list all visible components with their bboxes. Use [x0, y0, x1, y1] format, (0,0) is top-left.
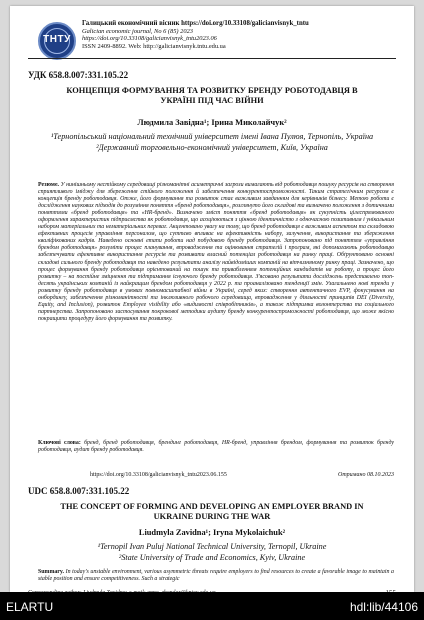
- tntu-logo: [38, 22, 76, 60]
- abstract-label: Резюме.: [38, 182, 60, 188]
- repository-bar: [0, 592, 424, 620]
- logo-text: ТНТУ: [43, 34, 71, 45]
- repository-name: ELARTU: [6, 600, 54, 614]
- affiliation-2-eng: ²State University of Trade and Economics, Kyiv, Ukraine: [118, 552, 306, 562]
- title-ukr: КОНЦЕПЦІЯ ФОРМУВАННЯ ТА РОЗВИТКУ БРЕНДУ РОБОТОДАВЦЯ В УКРАЇНІ ПІД ЧАС ВІЙНИ: [66, 86, 358, 105]
- received-date: Отримано 08.10.2023: [338, 472, 394, 478]
- summary-eng: [38, 569, 394, 583]
- summary-text: In today's unstable environment, various asymmetric threats require employers to find resources to create a favorable image to maintain a stable position and ensure competitiveness. Such a strategic: [38, 569, 394, 583]
- header-line-1: Галицький економічний вісник https://doi.org/10.33108/galicianvisnyk_tntu: [82, 20, 309, 27]
- journal-header: [82, 20, 392, 50]
- affiliation-2-ukr: ²Державний торговельно-економічний університет, Київ, Україна: [96, 142, 328, 152]
- doi-link[interactable]: https://doi.org/10.33108/galicianvisnyk_tntu2023.06.155: [90, 472, 227, 478]
- udc-ukr: УДК 658.8.007:331.105.22: [28, 70, 129, 80]
- authors-ukr: Людмила Завідна¹; Ірина Миколайчук²: [137, 118, 287, 127]
- keywords-text: бренд, бренд роботодавця, брендинг роботодавця, HR-бренд, управління брендом, формування та розвиток бренду роботодавця, аудит бренду роботодавця.: [38, 440, 394, 454]
- keywords-label: Ключові слова:: [38, 440, 81, 446]
- summary-label: Summary.: [38, 569, 65, 575]
- authors-eng: Liudmyla Zavidna¹; Iryna Mykolaichuk²: [138, 528, 286, 537]
- keywords-ukr: [38, 440, 394, 454]
- title-eng: THE CONCEPT OF FORMING AND DEVELOPING AN EMPLOYER BRAND IN UKRAINE DURING THE WAR: [60, 502, 364, 521]
- abstract-text: У нинішньому нестійкому середовищі різноманітні асиметричні загрози вимагають від роботодавця пошуку ресурсів на створення сприятливого іміджу для збереження стійкого положення й забезпечення конкурентоспроможності. Таким стратегічним ресурсом є концепція бренду роботодавця. Отже, його формування та розвиток стає важливим завданням для керівників бізнесу. Метою роботи є дослідження наукових підходів до розуміння поняття «бренд роботодавця», розглянуто його складові та визначено положення з дотичними поняттями «бренд роботодавця» та «HR-бренд». Визначено зміст поняття «бренд роботодавця» як сукупність цілеспрямованого оформлення характеристик підприємства як роботодавця, що асоціюються з цінною ідентичністю з одночасною позитивним і унікальним набором матеріальних та нематеріальних переваг. Акцентовано увагу на тому, що бренд роботодавця є важливим аспектом та складовою ефективних процесів управління персоналом, що суттєво впливає на ефективність набору, залучення, використання та збереження кваліфікованих кадрів. Наведено основні етапи роботи над побудовою бренду роботодавця. Запропоновано під поняттям «управління брендом роботодавця» розуміти процес планування, впровадження та оцінювання стратегій і програм, які допомагають роботодавцю забезпечувати ефективне використання ресурсів та розвивати власний потенціал роботодавця на ринку праці. Обґрунтовано основні складові сильного бренду роботодавця та наведено результати аналізу найвідоміших компаній на вітчизняному ринку праці. Зазначено, що процес формування бренду роботодавця орієнтований на пошук та привабленням потенційних кандидатів на роботу, а процес його розвитку – на постійне зміцнення та підтримання існуючого бренду роботодавця. З'ясовано результати досліджень представлено топ-десять українських компаній із найкращим брендом роботодавця у 2022 р. та проаналізовано тенденції змін. Узагальнено нові тренди у розвитку бренду роботодавця в умовах повномасштабної війни в Україні, серед яких: створення автентичного EVP, фокусування на онбордингу, забезпечення різноманітності та інклюзивного робочого середовища, впровадження у діяльності принципів DEI (Diversity, Equity, and Inclusion), розвиток Employee visibility або «видимості співробітників», а також підтримка волонтерства та соціального партнерства. Запропоновано застосування покрокової методики аудиту бренду конкурентоспроможності роботодавця, що може якісно покращити процедуру його формування та розвитку.: [38, 182, 394, 322]
- header-line-2: Galician economic journal, No 6 (85) 2023: [82, 27, 193, 35]
- abstract-ukr: [38, 182, 394, 323]
- affiliation-1-ukr: ¹Тернопільський національний технічний університет імені Івана Пулюя, Тернопіль, Україна: [50, 132, 374, 141]
- handle-id[interactable]: hdl:lib/44106: [349, 600, 418, 614]
- affiliations-eng: [34, 542, 390, 563]
- header-rule: [28, 58, 396, 59]
- affiliations-ukr: [34, 132, 390, 153]
- doi-row: [90, 472, 394, 478]
- header-line-4: ISSN 2409-8892. Web: http://galicianvisnyk.tntu.edu.ua: [82, 42, 226, 50]
- affiliation-1-eng: ¹Ternopil Ivan Puluj National Technical University, Ternopil, Ukraine: [97, 542, 327, 551]
- journal-page: [10, 6, 414, 592]
- udc-eng: UDC 658.8.007:331.105.22: [28, 486, 130, 496]
- header-line-3: https://doi.org/10.33108/galicianvisnyk_tntu2023.06: [82, 35, 217, 43]
